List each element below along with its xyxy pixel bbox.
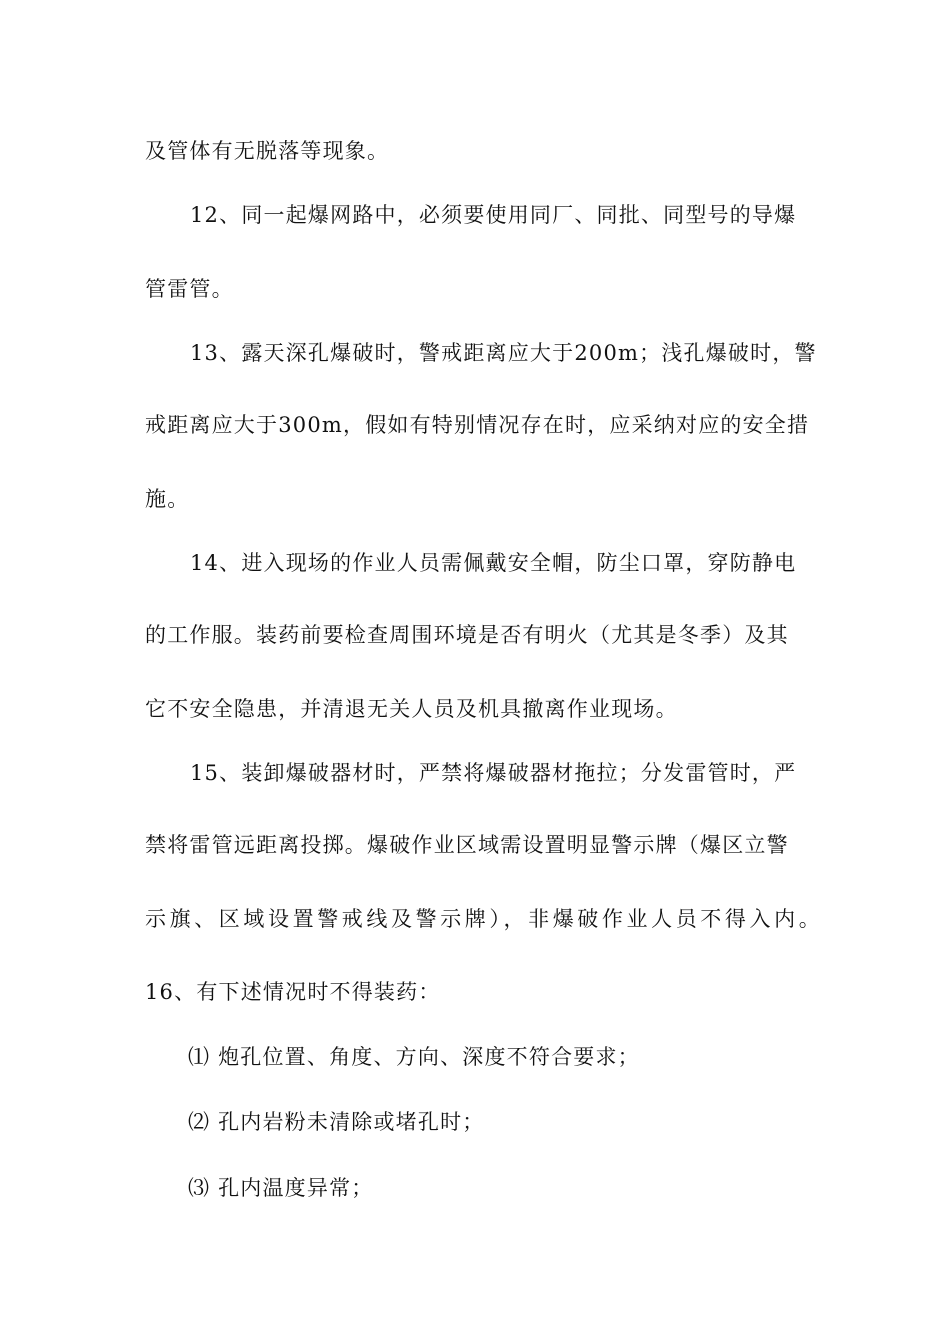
paragraph-continuation: 及管体有无脱落等现象。 xyxy=(145,139,390,163)
paragraph-14-line-3: 它不安全隐患，并清退无关人员及机具撤离作业现场。 xyxy=(145,697,678,721)
paragraph-14-line-1: 14、进入现场的作业人员需佩戴安全帽，防尘口罩，穿防静电 xyxy=(190,551,797,575)
list-item-3: ⑶ 孔内温度异常； xyxy=(188,1176,374,1200)
paragraph-15-line-1: 15、装卸爆破器材时，严禁将爆破器材拖拉；分发雷管时，严 xyxy=(190,761,797,785)
paragraph-15-line-3: 示旗、区域设置警戒线及警示牌），非爆破作业人员不得入内。 xyxy=(145,907,824,931)
paragraph-12-line-1: 12、同一起爆网路中，必须要使用同厂、同批、同型号的导爆 xyxy=(190,203,797,227)
paragraph-15-line-2: 禁将雷管远距离投掷。爆破作业区域需设置明显警示牌（爆区立警 xyxy=(145,833,789,857)
paragraph-12-line-2: 管雷管。 xyxy=(145,277,234,301)
paragraph-13-line-1: 13、露天深孔爆破时，警戒距离应大于200m；浅孔爆破时，警 xyxy=(190,341,817,365)
paragraph-16-heading: 16、有下述情况时不得装药： xyxy=(145,980,441,1004)
list-item-1: ⑴ 炮孔位置、角度、方向、深度不符合要求； xyxy=(188,1045,640,1069)
paragraph-13-line-3: 施。 xyxy=(145,487,190,511)
paragraph-13-line-2: 戒距离应大于300m，假如有特别情况存在时，应采纳对应的安全措 xyxy=(145,413,810,437)
list-item-2: ⑵ 孔内岩粉未清除或堵孔时； xyxy=(188,1110,485,1134)
paragraph-14-line-2: 的工作服。装药前要检查周围环境是否有明火（尤其是冬季）及其 xyxy=(145,623,789,647)
